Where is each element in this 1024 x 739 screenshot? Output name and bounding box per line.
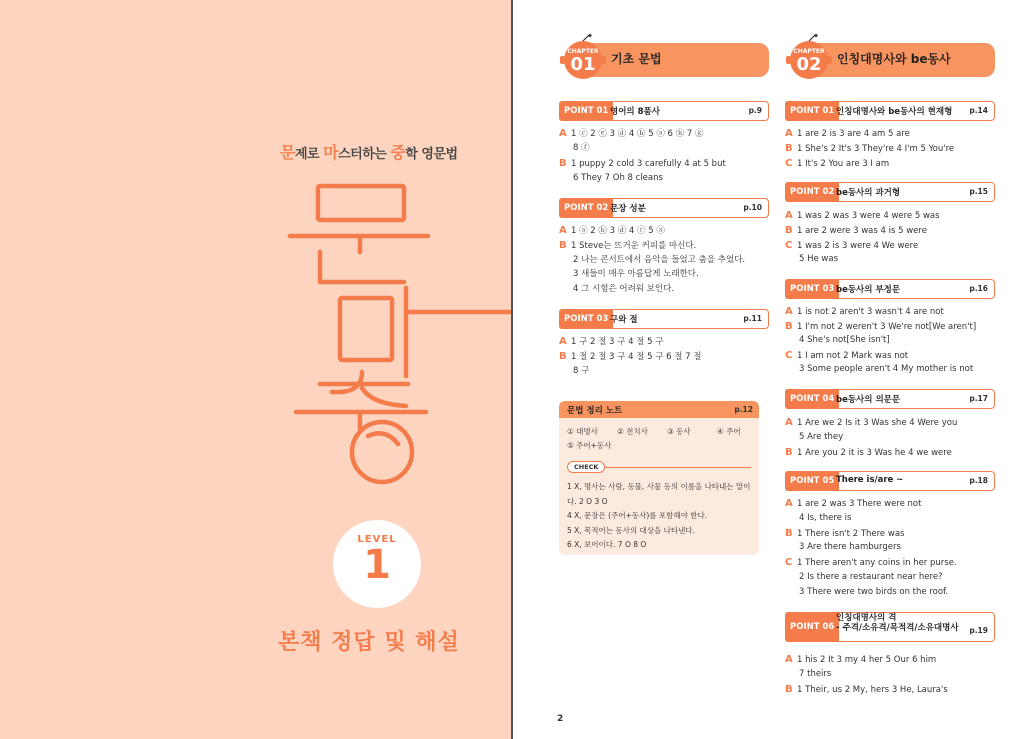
answer-section-letter: B	[785, 447, 793, 458]
answer-line	[785, 254, 838, 265]
answer-line	[785, 335, 890, 346]
point-tag: POINT 04	[785, 389, 839, 409]
check-label: CHECK	[567, 461, 605, 473]
grammar-note-box	[559, 401, 759, 555]
answer-text: 1 There aren't any coins in her purse.	[797, 558, 957, 569]
answer-section-letter: A	[785, 128, 793, 139]
subtitle-part: 스터하는	[338, 147, 391, 162]
check-answer-line: 1 X, 명사는 사람, 동물, 사물 등의 이름을 나타내는 말이	[567, 482, 751, 491]
answer-line	[785, 143, 954, 155]
answer-text: 1 was 2 is 3 were 4 We were	[797, 240, 919, 251]
answer-line	[785, 587, 948, 598]
note-item: ④ 주어	[717, 427, 741, 436]
page-number: 2	[557, 714, 564, 724]
answer-line	[785, 158, 889, 170]
answer-text: 1 절 2 절 3 구 4 절 5 구 6 절 7 절	[571, 352, 702, 362]
answer-text: 1 It's 2 You are 3 I am	[797, 159, 890, 169]
answer-line	[559, 158, 726, 170]
answer-text: 1 Are we 2 Is it 3 Was she 4 Were you	[797, 418, 958, 428]
level-number: 1	[363, 542, 391, 588]
answer-section-letter: A	[785, 417, 793, 428]
answer-section-letter: C	[785, 158, 793, 169]
answer-text: 3 Are there hamburgers	[799, 542, 901, 553]
point-header	[559, 309, 769, 329]
answer-text: 1 ⓒ 2 ⓔ 3 ⓓ 4 ⓑ 5 ⓐ 6 ⓗ 7 ⓖ	[571, 129, 704, 139]
answer-text: 8 ⓕ	[573, 143, 590, 153]
point-page-ref: p.9	[748, 106, 762, 115]
answer-text: 2 나는 콘서트에서 음악을 들었고 춤을 추었다.	[573, 254, 746, 265]
answer-line	[785, 447, 952, 459]
check-answer-line: 5 X, 목적어는 동사의 대상을 나타낸다.	[567, 525, 696, 535]
level-label: LEVEL	[357, 534, 397, 545]
chapter-title: 인칭대명사와 be동사	[837, 52, 951, 66]
answer-line	[785, 306, 944, 318]
answer-line	[785, 542, 901, 553]
answer-text: 1 구 2 절 3 구 4 절 5 구	[571, 337, 664, 347]
answer-line	[785, 654, 936, 666]
answer-line	[785, 350, 908, 362]
answer-line	[559, 351, 701, 363]
answer-text: 1 Steve는 뜨거운 커피를 마신다.	[571, 240, 697, 251]
answer-line	[785, 128, 910, 140]
chapter-label: CHAPTER	[567, 48, 599, 55]
point-title	[836, 613, 959, 633]
point-title: 문장 성분	[610, 204, 646, 214]
answer-line	[559, 128, 703, 140]
answer-line	[785, 364, 973, 375]
answer-line	[559, 366, 589, 377]
answer-line	[785, 240, 918, 252]
answer-text: 1 puppy 2 cold 3 carefully 4 at 5 but	[571, 159, 726, 169]
answer-section-letter: A	[559, 225, 567, 236]
answer-section-letter: B	[785, 224, 793, 236]
answer-page	[513, 0, 1024, 739]
answer-text: 1 are 2 is 3 are 4 am 5 are	[797, 129, 910, 139]
note-header	[559, 401, 759, 418]
answer-text: 3 새들이 매우 아름답게 노래한다.	[573, 269, 699, 280]
point-subtitle-line: - 주격/소유격/목적격/소유대명사	[836, 623, 959, 633]
answer-section-letter: A	[559, 128, 567, 139]
point-tag: POINT 01	[785, 101, 839, 121]
answer-section-letter: B	[785, 683, 793, 695]
answer-text: 8 구	[573, 366, 590, 376]
answer-section-letter: A	[785, 498, 793, 509]
answer-line	[559, 269, 699, 280]
point-title-line: 인칭대명사의 격	[836, 613, 897, 623]
point-page-ref: p.10	[743, 203, 762, 212]
answer-text: 3 Some people aren't 4 My mother is not	[799, 364, 974, 375]
point-header	[785, 471, 995, 491]
answer-line	[785, 210, 940, 222]
level-badge	[333, 520, 421, 608]
note-item: ② 전치사	[617, 427, 648, 436]
answer-section-letter: A	[785, 654, 793, 665]
point-tag: POINT 03	[559, 309, 613, 329]
point-title: be동사의 과거형	[836, 188, 901, 198]
subtitle-part: 중	[390, 143, 406, 162]
point-page-ref: p.19	[969, 626, 988, 635]
point-title: be동사의 부정문	[836, 285, 901, 295]
answer-section-letter: B	[785, 320, 793, 332]
answer-line	[785, 557, 957, 569]
answer-section-letter: B	[559, 158, 567, 169]
point-header	[785, 182, 995, 202]
answer-line	[785, 684, 948, 696]
answer-section-letter: A	[785, 306, 793, 317]
answer-text: 1 There isn't 2 There was	[797, 528, 905, 539]
point-header	[785, 101, 995, 121]
answer-text: 1 She's 2 It's 3 They're 4 I'm 5 You're	[797, 144, 955, 154]
answer-section-letter: B	[559, 351, 567, 362]
answer-section-letter: A	[785, 210, 793, 221]
note-item: ① 대명사	[567, 427, 598, 436]
answer-text: 3 There were two birds on the roof.	[799, 586, 949, 597]
answer-section-letter: B	[559, 239, 567, 251]
answer-text: 1 ⓐ 2 ⓑ 3 ⓓ 4 ⓒ 5 ⓐ	[571, 226, 665, 236]
answer-line	[559, 255, 745, 266]
answer-book-title: 본책 정답 및 해설	[278, 630, 460, 655]
answer-section-letter: C	[785, 349, 793, 361]
point-tag: POINT 02	[559, 198, 613, 218]
answer-text: 4 Is, there is	[799, 512, 852, 523]
chapter-number: 01	[570, 54, 596, 75]
answer-text: 5 Are they	[799, 432, 844, 442]
point-tag: POINT 02	[785, 182, 839, 202]
answer-text: 1 Their, us 2 My, hers 3 He, Laura's	[797, 684, 948, 695]
answer-line	[785, 572, 943, 583]
answer-text: 6 They 7 Oh 8 cleans	[573, 173, 663, 183]
answer-line	[559, 336, 663, 348]
check-answer-line: 4 X, 문장은 (주어+동사)를 포함해야 한다.	[567, 511, 708, 520]
subtitle-part: 제로	[294, 147, 324, 162]
subtitle-part: 문	[280, 143, 295, 162]
answer-text: 1 I'm not 2 weren't 3 We're not[We aren't]	[797, 321, 977, 332]
answer-line	[559, 225, 665, 237]
answer-line	[785, 669, 831, 680]
point-tag: POINT 05	[785, 471, 839, 491]
chapter-bar	[579, 43, 769, 77]
chapter-header	[785, 40, 995, 78]
answer-text: 1 are 2 was 3 There were not	[797, 499, 922, 509]
point-page-ref: p.14	[969, 106, 988, 115]
answer-text: 7 theirs	[799, 668, 832, 679]
answer-line	[785, 432, 843, 443]
check-answer-line: 6 X, 보어이다. 7 O 8 O	[567, 540, 647, 549]
answer-text: 1 are 2 were 3 was 4 is 5 were	[797, 225, 927, 236]
note-title: 문법 정리 노트	[567, 406, 623, 416]
answer-line	[785, 498, 921, 510]
answer-text: 4 She's not[She isn't]	[799, 335, 890, 346]
note-item: ③ 동사	[667, 427, 691, 436]
chapter-badge	[559, 34, 607, 82]
point-header	[785, 389, 995, 409]
note-item: ⑤ 주어+동사	[567, 441, 612, 450]
answer-text: 1 is not 2 aren't 3 wasn't 4 are not	[797, 307, 944, 317]
point-page-ref: p.15	[969, 187, 988, 196]
answer-line	[785, 528, 904, 540]
answer-line	[559, 284, 674, 295]
point-tag: POINT 06	[785, 612, 839, 642]
answer-line	[559, 143, 590, 154]
point-header	[785, 612, 995, 642]
point-tag: POINT 03	[785, 279, 839, 299]
point-header	[559, 198, 769, 218]
chapter-label: CHAPTER	[793, 48, 825, 55]
chapter-badge	[785, 34, 833, 82]
point-title: 인칭대명사와 be동사의 현재형	[836, 107, 953, 117]
point-title: be동사의 의문문	[836, 395, 901, 405]
answer-section-letter: C	[785, 239, 793, 251]
subtitle-part: 학 영문법	[405, 147, 458, 162]
answer-section-letter: A	[559, 336, 567, 347]
point-header	[785, 279, 995, 299]
point-title: 구와 절	[610, 315, 638, 325]
answer-text: 1 was 2 was 3 were 4 were 5 was	[797, 211, 940, 221]
answer-line	[559, 240, 696, 252]
check-divider	[605, 467, 751, 468]
answer-line	[785, 417, 957, 429]
answer-section-letter: B	[785, 143, 793, 154]
answer-section-letter: C	[785, 557, 793, 569]
point-page-ref: p.18	[969, 476, 988, 485]
point-title: 영어의 8품사	[610, 107, 660, 117]
answer-line	[559, 173, 663, 184]
answer-text: 1 his 2 It 3 my 4 her 5 Our 6 him	[797, 655, 937, 665]
answer-text: 1 I am not 2 Mark was not	[797, 350, 909, 361]
chapter-title: 기초 문법	[611, 52, 662, 66]
point-tag: POINT 01	[559, 101, 613, 121]
point-header	[559, 101, 769, 121]
point-title: There is/are ~	[836, 475, 904, 485]
answer-text: 5 He was	[799, 254, 839, 265]
cover-logo-munmajung	[0, 0, 512, 520]
chapter-number: 02	[796, 54, 822, 75]
point-page-ref: p.11	[743, 314, 762, 323]
answer-line	[785, 225, 927, 237]
answer-text: 2 Is there a restaurant near here?	[799, 572, 943, 582]
point-page-ref: p.17	[969, 394, 988, 403]
answer-text: 4 그 시험은 어려워 보인다.	[573, 284, 675, 295]
answer-line	[785, 513, 851, 524]
answer-section-letter: B	[785, 527, 793, 539]
answer-line	[785, 321, 976, 333]
check-answer-line: 다. 2 O 3 O	[567, 496, 608, 506]
chapter-header	[559, 40, 769, 78]
answer-text: 1 Are you 2 it is 3 Was he 4 we were	[797, 448, 952, 458]
point-page-ref: p.16	[969, 284, 988, 293]
subtitle-part: 마	[323, 143, 339, 162]
note-page-ref: p.12	[734, 405, 753, 414]
